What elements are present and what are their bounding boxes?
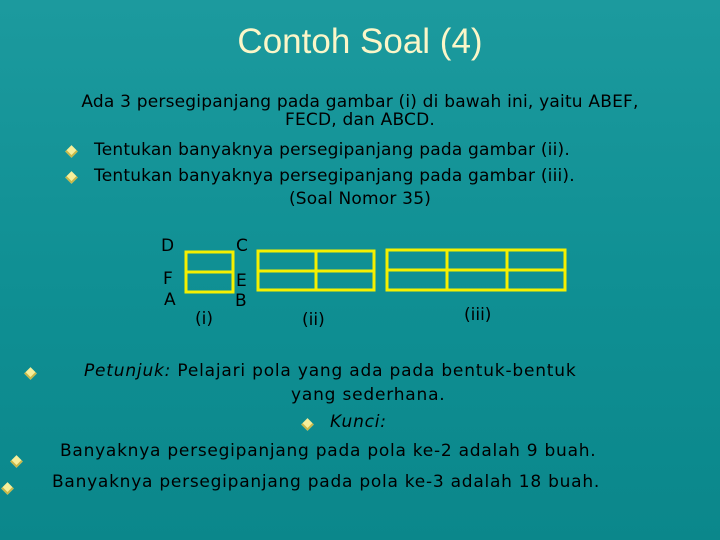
label-e: E (236, 271, 247, 291)
label-b: B (235, 291, 247, 311)
hint-label: Petunjuk: (84, 361, 172, 381)
intro-line-1: Ada 3 persegipanjang pada gambar (i) di bawah ini, yaitu ABEF, (81, 92, 639, 112)
answer-1: Banyaknya persegipanjang pada pola ke-2 adalah 9 buah. (60, 441, 597, 461)
slide-title: Contoh Soal (4) (237, 22, 483, 61)
label-c: C (236, 236, 248, 256)
caption-ii: (ii) (302, 310, 325, 330)
hint-text-1: Pelajari pola yang ada pada bentuk-bentuk (171, 361, 577, 381)
hint-line-2: yang sederhana. (291, 385, 446, 405)
label-d: D (161, 236, 175, 256)
answer-2: Banyaknya persegipanjang pada pola ke-3 adalah 18 buah. (52, 472, 600, 492)
source-note: (Soal Nomor 35) (288, 189, 432, 209)
bullet-item-1: Tentukan banyaknya persegipanjang pada gambar (ii). (94, 140, 570, 160)
intro-line-2: FECD, dan ABCD. (284, 110, 436, 130)
label-a: A (164, 290, 176, 310)
label-f: F (163, 269, 173, 289)
hint-line-1 (84, 359, 577, 383)
bullet-item-2: Tentukan banyaknya persegipanjang pada gambar (iii). (94, 166, 575, 186)
key-label: Kunci: (330, 412, 387, 432)
caption-iii: (iii) (464, 305, 492, 325)
caption-i: (i) (195, 309, 213, 329)
